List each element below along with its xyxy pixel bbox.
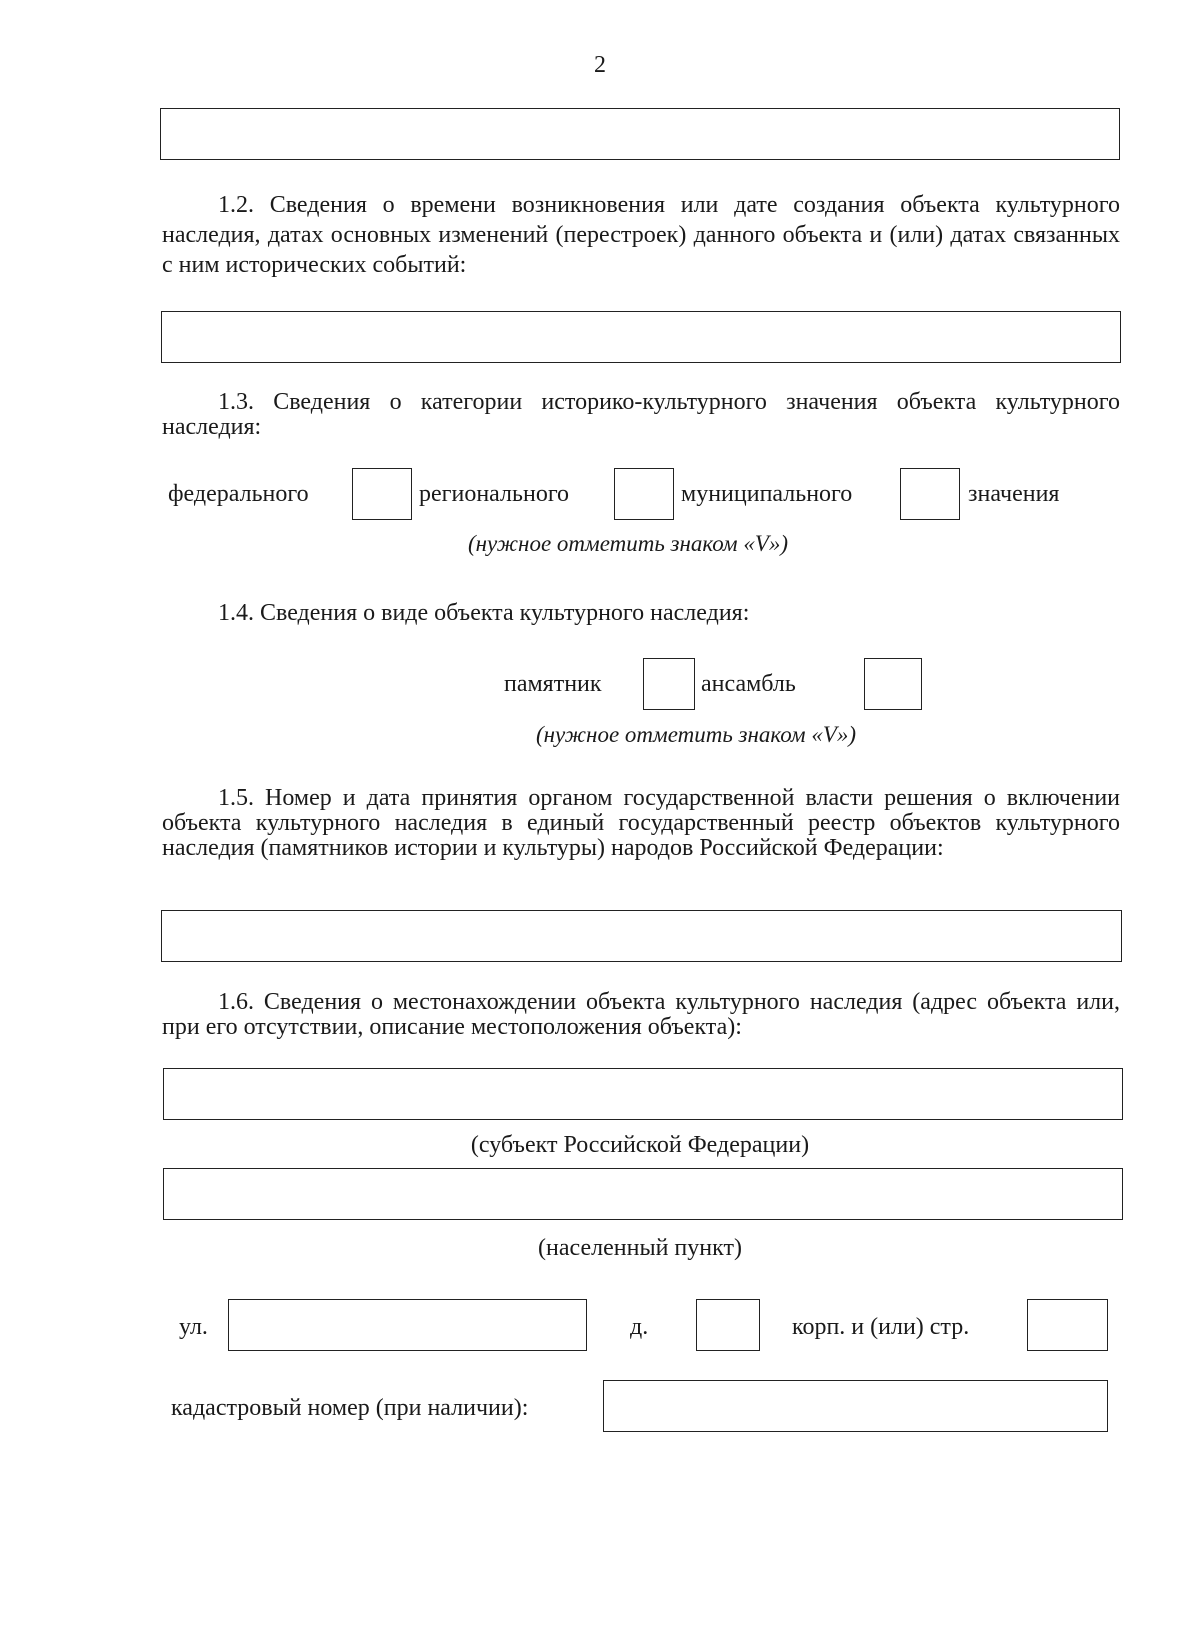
section-1-2-text: 1.2. Сведения о времени возникновения или дате создания объекта культурного наследия, датах основных изменений (перестроек) данного объекта и (или) датах связанных с ним исторических событий: — [162, 192, 1120, 278]
field-street[interactable] — [228, 1299, 587, 1351]
field-region[interactable] — [163, 1068, 1123, 1120]
checkbox-regional[interactable] — [614, 468, 674, 520]
section-1-6-text: 1.6. Сведения о местонахождении объекта культурного наследия (адрес объекта или, при его отсутствии, описание местоположения объекта): — [162, 989, 1120, 1040]
option-ensemble-label: ансамбль — [701, 671, 796, 697]
house-label: д. — [630, 1314, 649, 1340]
field-locality[interactable] — [163, 1168, 1123, 1220]
section-1-3-text: 1.3. Сведения о категории историко-культурного значения объекта культурного наследия: — [162, 389, 1120, 440]
field-1-2[interactable] — [161, 311, 1121, 363]
option-federal-label: федерального — [168, 481, 309, 507]
checkbox-municipal[interactable] — [900, 468, 960, 520]
field-1-5[interactable] — [161, 910, 1122, 962]
cadastral-label: кадастровый номер (при наличии): — [171, 1395, 529, 1421]
checkbox-monument[interactable] — [643, 658, 695, 710]
option-monument-label: памятник — [504, 671, 602, 697]
option-suffix-label: значения — [968, 481, 1060, 507]
field-cadastral[interactable] — [603, 1380, 1108, 1432]
page-number: 2 — [594, 52, 606, 78]
checkbox-federal[interactable] — [352, 468, 412, 520]
field-building[interactable] — [1027, 1299, 1108, 1351]
option-regional-label: регионального — [419, 481, 570, 507]
street-label: ул. — [179, 1314, 208, 1340]
section-1-4-text: 1.4. Сведения о виде объекта культурного наследия: — [218, 600, 750, 626]
caption-region: (субъект Российской Федерации) — [470, 1132, 810, 1158]
field-house[interactable] — [696, 1299, 760, 1351]
checkbox-ensemble[interactable] — [864, 658, 922, 710]
caption-locality: (населенный пункт) — [538, 1235, 742, 1261]
option-municipal-label: муниципального — [681, 481, 853, 507]
section-1-5-text: 1.5. Номер и дата принятия органом государственной власти решения о включении объекта культурного наследия в единый государственный реестр объектов культурного наследия (памятников истории и культуры) народов Российской Федерации: — [162, 785, 1120, 861]
section-1-4-note: (нужное отметить знаком «V») — [535, 722, 857, 747]
field-1-1-continuation[interactable] — [160, 108, 1120, 160]
building-label: корп. и (или) стр. — [792, 1314, 970, 1340]
section-1-3-note: (нужное отметить знаком «V») — [467, 531, 789, 556]
